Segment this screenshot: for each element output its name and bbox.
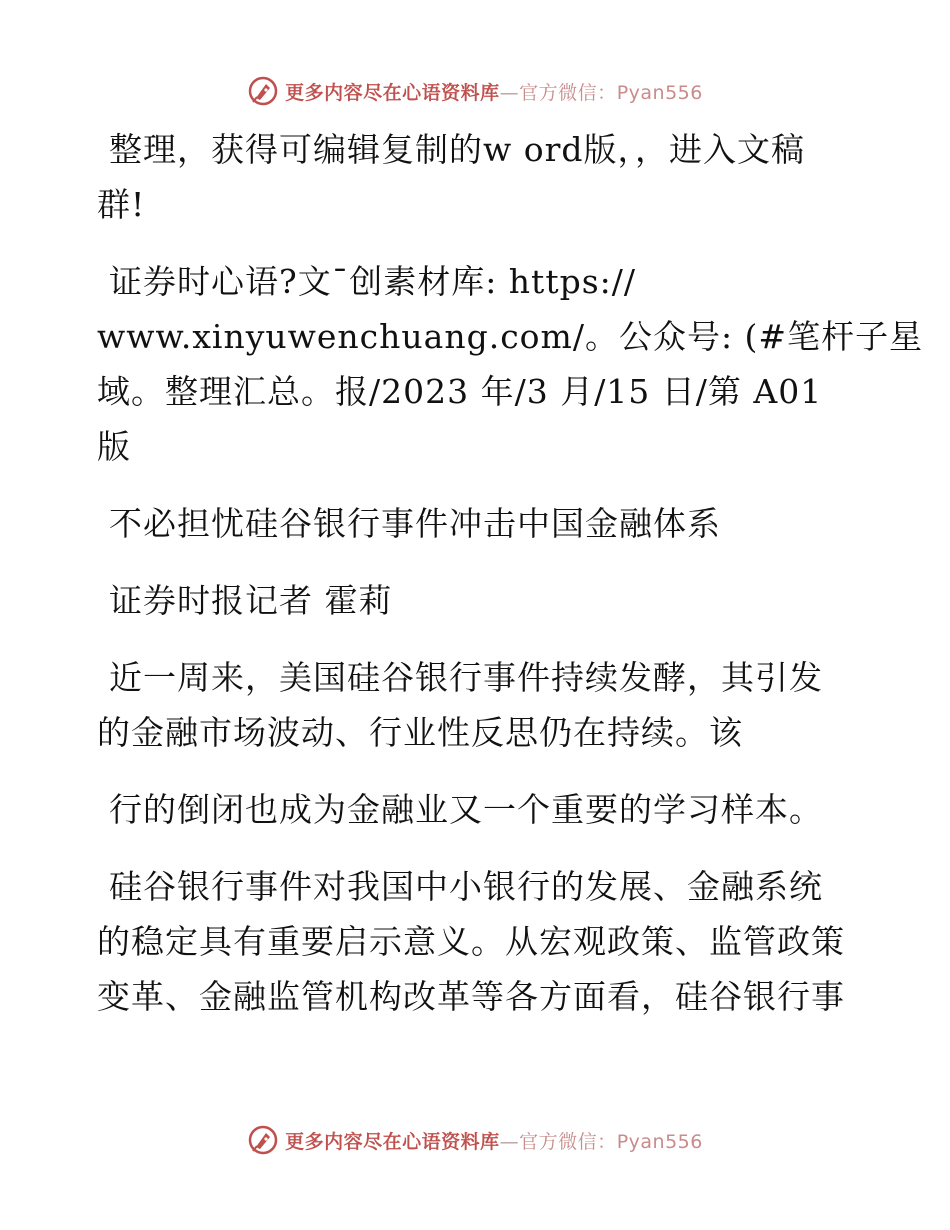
footer-watermark-banner <box>0 1120 950 1160</box>
paragraph <box>97 496 857 551</box>
watermark-dash: — <box>499 1130 520 1153</box>
paragraph-line: 证券时心语?文¯创素材库: https:// <box>109 262 636 301</box>
watermark-wechat-label: 官方微信： <box>519 81 617 104</box>
watermark-dash: — <box>499 81 520 104</box>
paragraph-line: 变革、金融监管机构改革等各方面看，硅谷银行事 <box>97 977 845 1016</box>
paragraph-line: 版 <box>97 427 131 466</box>
watermark-site-text: 更多内容尽在心语资料库 <box>285 81 500 104</box>
paragraph-line: 近一周来，美国硅谷银行事件持续发酵，其引发 <box>109 658 823 697</box>
paragraph-line: 行的倒闭也成为金融业又一个重要的学习样本。 <box>109 790 823 829</box>
watermark-wechat-id: Pyan556 <box>616 81 703 104</box>
paragraph <box>97 573 857 628</box>
paragraph-line: 整理，获得可编辑复制的w ord版，，进入文稿 <box>109 130 806 169</box>
paragraph-line: 群! <box>97 185 146 224</box>
pen-nib-logo-icon <box>247 1124 279 1156</box>
watermark-text <box>285 78 703 105</box>
paragraph-line: 的稳定具有重要启示意义。从宏观政策、监管政策 <box>97 922 845 961</box>
paragraph <box>97 122 857 232</box>
paragraph <box>97 782 857 837</box>
paragraph-line: 域。整理汇总。报/2023 年/3 月/15 日/第 A01 <box>97 372 823 411</box>
paragraph-line: www.xinyuwenchuang.com/。公众号: (#笔杆子星 <box>97 317 924 356</box>
paragraph-line: 的金融市场波动、行业性反思仍在持续。该 <box>97 713 743 752</box>
paragraph <box>97 650 857 760</box>
header-watermark-banner <box>0 71 950 111</box>
document-body <box>97 122 924 1046</box>
pen-nib-logo-icon <box>247 75 279 107</box>
paragraph-line: 证券时报记者 霍莉 <box>109 581 393 620</box>
paragraph-line: 不必担忧硅谷银行事件冲击中国金融体系 <box>109 504 721 543</box>
watermark-site-text: 更多内容尽在心语资料库 <box>285 1130 500 1153</box>
paragraph-line: 硅谷银行事件对我国中小银行的发展、金融系统 <box>109 867 823 906</box>
watermark-text <box>285 1127 703 1154</box>
paragraph <box>97 859 857 1024</box>
watermark-wechat-id: Pyan556 <box>616 1130 703 1153</box>
watermark-wechat-label: 官方微信： <box>519 1130 617 1153</box>
paragraph <box>97 254 924 474</box>
